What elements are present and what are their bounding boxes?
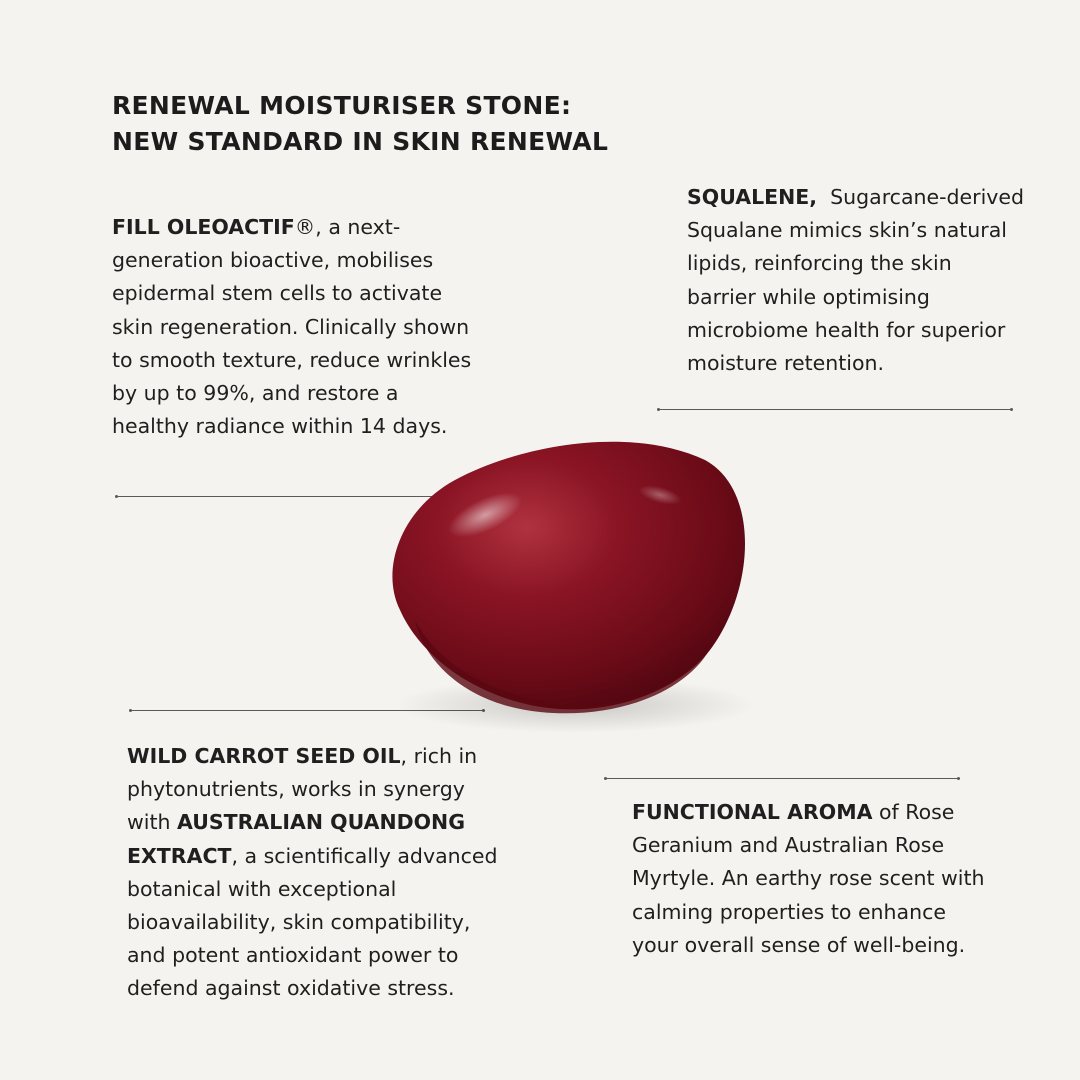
page-title (112, 88, 608, 160)
fill-oleoactif-text: ®, a next-generation bioactive, mobilises epidermal stem cells to activate skin regeneration. Clinically shown to smooth texture, reduce wrinkles by up to 99%, and restore a healthy radiance within 14 days. (112, 215, 472, 439)
divider-aroma (605, 778, 959, 779)
squalene-text: Sugarcane-derived Squalane mimics skin’s natural lipids, reinforcing the skin barrier while optimising microbiome health for superior moisture retention. (687, 185, 1031, 376)
title-line-1: RENEWAL MOISTURISER STONE: (112, 91, 572, 120)
carrot-seed-heading: WILD CARROT SEED OIL (127, 744, 401, 768)
squalene-heading: SQUALENE, (687, 185, 818, 209)
squalene-block (687, 181, 1031, 380)
divider-squalene (658, 409, 1012, 410)
functional-aroma-heading: FUNCTIONAL AROMA (632, 800, 873, 824)
functional-aroma-text: of Rose Geranium and Australian Rose Myrtyle. An earthy rose scent with calming properties to enhance your overall sense of well-being. (632, 800, 992, 957)
carrot-seed-block (127, 740, 507, 1006)
functional-aroma-block (632, 796, 992, 962)
moisturiser-stone-image (360, 420, 760, 740)
quandong-heading: AUSTRALIAN QUANDONG EXTRACT (127, 810, 466, 868)
fill-oleoactif-block (112, 211, 472, 443)
carrot-seed-text: , rich in phytonutrients, works in synergy with (127, 744, 484, 835)
quandong-text: , a scientifically advanced botanical with exceptional bioavailability, skin compatibility, and potent antioxidant power to defend against oxidative stress. (127, 843, 498, 1001)
fill-oleoactif-heading: FILL OLEOACTIF (112, 215, 295, 239)
title-line-2: NEW STANDARD IN SKIN RENEWAL (112, 127, 609, 156)
